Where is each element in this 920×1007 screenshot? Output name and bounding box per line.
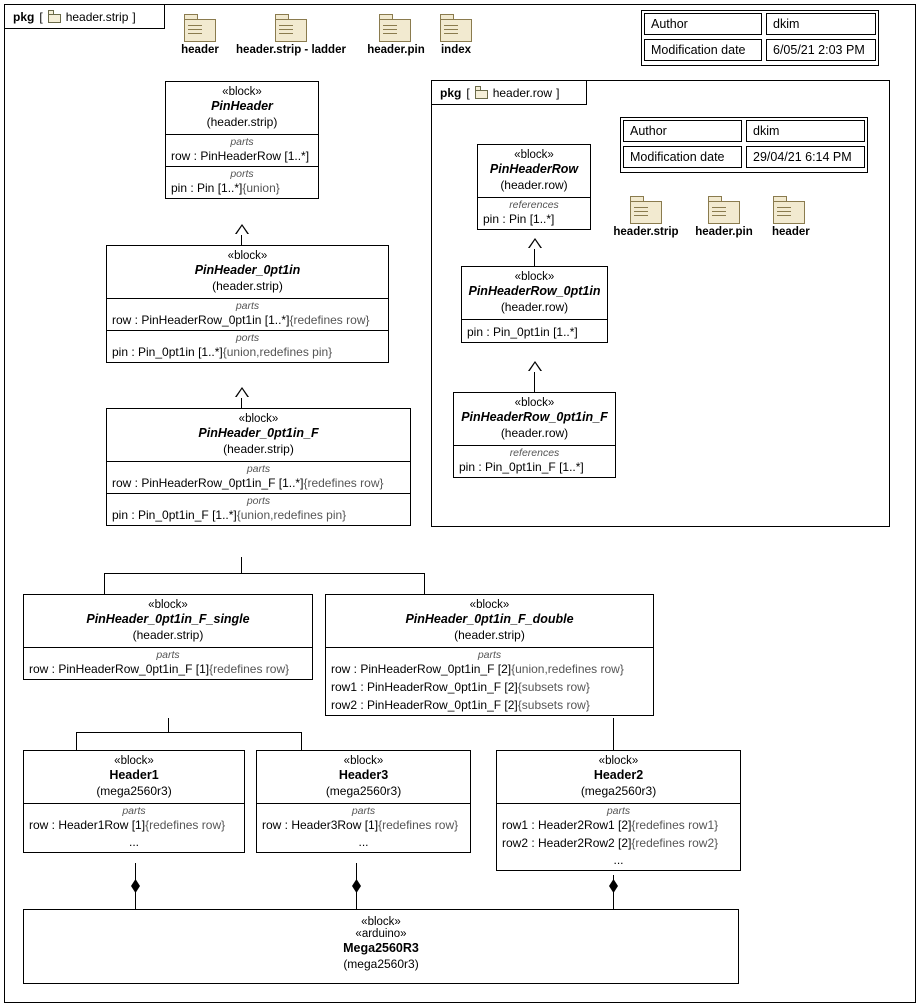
package-shortcut-index[interactable] <box>439 14 473 56</box>
block-stereotype: «block» <box>361 916 401 928</box>
block-stereotype: «block» <box>514 149 554 161</box>
item-constraint: {redefines row1} <box>631 818 719 832</box>
block-pinheader-0pt1in-f[interactable] <box>106 408 411 526</box>
block-stereotype: «block» <box>514 397 555 409</box>
block-pinheaderrow-0pt1in[interactable] <box>461 266 608 343</box>
compartment-item <box>497 835 740 853</box>
block-qualifier: (mega2560r3) <box>325 784 402 798</box>
package-shortcut-header-pin[interactable] <box>367 14 425 56</box>
package-tab-header-row <box>432 81 587 105</box>
block-pinheader-double[interactable] <box>325 594 654 716</box>
item-constraint: {subsets row} <box>517 680 590 694</box>
package-shortcut-label: header <box>772 226 810 238</box>
compartment-parts <box>24 647 312 679</box>
item-constraint: {union} <box>242 181 280 195</box>
block-header <box>478 145 590 197</box>
generalization-line <box>241 557 242 573</box>
generalization-arrow-fill <box>236 226 248 235</box>
info-label-modification-date: Modification date <box>644 39 762 61</box>
block-qualifier: (header.row) <box>500 178 568 192</box>
block-name: PinHeaderRow_0pt1in_F <box>461 410 608 424</box>
compartment-references <box>478 197 590 229</box>
compartment-ellipsis: ... <box>613 853 624 867</box>
compartment-label: references <box>509 447 560 459</box>
compartment-parts <box>257 803 470 852</box>
compartment-item <box>107 507 410 525</box>
block-qualifier: (mega2560r3) <box>343 957 419 971</box>
item-constraint: {redefines row} <box>145 818 226 832</box>
block-header <box>462 267 607 319</box>
block-pinheader-single[interactable] <box>23 594 313 680</box>
generalization-arrow-fill <box>529 240 541 249</box>
item-text: row2 : PinHeaderRow_0pt1in_F [2] <box>331 698 518 712</box>
block-header <box>454 393 615 445</box>
compartment-item <box>107 312 388 330</box>
table-row <box>642 37 878 63</box>
package-icon <box>440 14 472 42</box>
block-mega2560r3[interactable] <box>23 909 739 984</box>
package-keyword: pkg <box>440 85 462 100</box>
package-icon <box>184 14 216 42</box>
item-text: row : Header3Row [1] <box>262 818 379 832</box>
item-text: row : PinHeaderRow_0pt1in_F [1..*] <box>112 476 304 490</box>
compartment-ports <box>107 493 410 525</box>
bracket-close: ] <box>132 9 136 24</box>
compartment-label: parts <box>235 300 260 312</box>
block-qualifier: (header.strip) <box>132 628 204 642</box>
block-name: PinHeader_0pt1in_F <box>198 426 319 440</box>
compartment-parts <box>24 803 244 852</box>
compartment-item <box>24 661 312 679</box>
compartment-item: pin : Pin_0pt1in [1..*] <box>467 325 578 339</box>
block-name: PinHeader_0pt1in_F_single <box>86 612 250 626</box>
package-shortcut-header-strip-ladder[interactable] <box>236 14 346 56</box>
block-qualifier: (header.strip) <box>206 115 278 129</box>
block-stereotype: «block» <box>514 271 555 283</box>
block-qualifier: (mega2560r3) <box>580 784 657 798</box>
info-label-modification-date: Modification date <box>623 146 742 168</box>
block-header <box>166 82 318 134</box>
compartment-item: pin : Pin [1..*] <box>483 212 555 226</box>
block-header <box>24 910 738 976</box>
compartment-label: parts <box>156 649 180 661</box>
item-text: row : Header1Row [1] <box>29 818 146 832</box>
generalization-line <box>613 718 614 750</box>
compartment-label: parts <box>122 805 146 817</box>
block-stereotype: «block» <box>238 413 279 425</box>
compartment-label: parts <box>246 463 271 475</box>
package-shortcut-label: header.strip - ladder <box>236 44 346 56</box>
compartment-references <box>454 445 615 477</box>
generalization-arrow-fill <box>236 389 248 398</box>
generalization-line <box>104 573 424 574</box>
item-text: row : PinHeaderRow [1..*] <box>171 149 310 163</box>
table-row <box>621 118 867 144</box>
compartment-label: parts <box>606 805 631 817</box>
package-icon <box>48 10 62 23</box>
block-stereotype: «block» <box>343 755 384 767</box>
item-text: row : PinHeaderRow_0pt1in [1..*] <box>112 313 290 327</box>
compartment-ellipsis: ... <box>128 835 139 849</box>
block-stereotype: «block» <box>469 599 510 611</box>
item-text: row1 : Header2Row1 [2] <box>502 818 632 832</box>
block-name: Header1 <box>109 768 159 782</box>
block-stereotype: «block» <box>222 86 262 98</box>
block-stereotype: «block» <box>598 755 639 767</box>
package-icon <box>475 86 489 99</box>
compartment-references <box>462 319 607 342</box>
compartment-item <box>326 679 653 697</box>
block-pinheaderrow[interactable] <box>477 144 591 230</box>
block-stereotype: «block» <box>114 755 154 767</box>
block-pinheader-0pt1in[interactable] <box>106 245 389 363</box>
item-constraint: {union,redefines row} <box>511 662 624 676</box>
compartment-ports <box>166 166 318 198</box>
inner-info-table <box>620 117 868 173</box>
block-stereotype: «block» <box>227 250 268 262</box>
block-pinheader[interactable] <box>165 81 319 199</box>
block-name: Mega2560R3 <box>343 941 419 955</box>
generalization-arrow-fill <box>529 363 541 372</box>
item-text: row2 : Header2Row2 [2] <box>502 836 632 850</box>
block-name: PinHeader_0pt1in <box>194 263 301 277</box>
package-shortcut-label: header.pin <box>367 44 425 56</box>
block-header <box>24 595 312 647</box>
block-qualifier: (header.row) <box>500 426 569 440</box>
compartment-parts <box>497 803 740 870</box>
item-constraint: {union,redefines pin} <box>222 345 333 359</box>
table-row <box>642 11 878 37</box>
compartment-item <box>326 661 653 679</box>
item-text: pin : Pin_0pt1in_F [1..*] <box>112 508 237 522</box>
bracket-open: [ <box>466 85 470 100</box>
compartment-item <box>257 817 470 835</box>
compartment-parts <box>107 298 388 330</box>
package-icon <box>630 196 662 224</box>
compartment-item: pin : Pin_0pt1in_F [1..*] <box>459 460 584 474</box>
compartment-parts <box>107 461 410 493</box>
block-qualifier: (header.row) <box>500 300 569 314</box>
package-keyword: pkg <box>13 9 35 24</box>
item-text: row : PinHeaderRow_0pt1in_F [2] <box>331 662 512 676</box>
package-icon <box>708 196 740 224</box>
compartment-item <box>497 817 740 835</box>
block-pinheaderrow-0pt1in-f[interactable] <box>453 392 616 478</box>
generalization-line <box>104 573 105 594</box>
generalization-line <box>534 248 535 267</box>
generalization-line <box>76 732 77 750</box>
compartment-label: parts <box>351 805 376 817</box>
block-name: Header2 <box>593 768 644 782</box>
compartment-item <box>326 697 653 715</box>
block-header <box>497 751 740 803</box>
block-header1[interactable] <box>23 750 245 853</box>
compartment-label: parts <box>230 136 254 148</box>
compartment-parts <box>166 134 318 166</box>
block-name: PinHeader <box>211 99 273 113</box>
package-tab-header-strip <box>5 5 165 29</box>
item-constraint: {redefines row} <box>289 313 370 327</box>
compartment-label: parts <box>477 649 502 661</box>
package-icon <box>379 14 411 42</box>
bracket-open: [ <box>39 9 43 24</box>
compartment-item <box>166 180 318 198</box>
info-value-author: dkim <box>746 120 865 142</box>
item-constraint: {subsets row} <box>517 698 590 712</box>
block-qualifier: (header.strip) <box>454 628 525 642</box>
compartment-item <box>166 148 318 166</box>
block-header <box>107 409 410 461</box>
item-constraint: {union,redefines pin} <box>236 508 347 522</box>
generalization-line <box>534 371 535 392</box>
compartment-item <box>24 817 244 835</box>
package-shortcut-header-strip-inner[interactable] <box>613 196 679 238</box>
info-value-author: dkim <box>766 13 876 35</box>
compartment-parts <box>326 647 653 715</box>
info-value-modification-date: 6/05/21 2:03 PM <box>766 39 876 61</box>
package-shortcut-header-pin-inner[interactable] <box>695 196 753 238</box>
package-shortcut-header-inner[interactable] <box>772 196 810 238</box>
item-text: pin : Pin [1..*] <box>171 181 243 195</box>
block-header <box>107 246 388 298</box>
compartment-item <box>107 475 410 493</box>
item-constraint: {redefines row} <box>209 662 290 676</box>
block-stereotype-arduino: «arduino» <box>355 928 407 940</box>
compartment-label: ports <box>230 168 254 180</box>
compartment-item <box>107 344 388 362</box>
item-text: pin : Pin_0pt1in [1..*] <box>112 345 223 359</box>
block-qualifier: (mega2560r3) <box>96 784 172 798</box>
info-value-modification-date: 29/04/21 6:14 PM <box>746 146 865 168</box>
block-name: PinHeaderRow <box>489 162 579 176</box>
bracket-close: ] <box>556 85 560 100</box>
outer-info-table <box>641 10 879 66</box>
block-header3[interactable] <box>256 750 471 853</box>
block-header <box>24 751 244 803</box>
block-header <box>257 751 470 803</box>
item-constraint: {redefines row2} <box>631 836 719 850</box>
item-constraint: {redefines row} <box>303 476 384 490</box>
generalization-line <box>168 718 169 732</box>
package-shortcut-label: header <box>181 44 219 56</box>
generalization-line <box>424 573 425 594</box>
block-qualifier: (header.strip) <box>212 279 283 293</box>
block-name: PinHeaderRow_0pt1in <box>468 284 601 298</box>
block-header2[interactable] <box>496 750 741 871</box>
table-row <box>621 144 867 170</box>
item-text: row : PinHeaderRow_0pt1in_F [1] <box>29 662 210 676</box>
package-name: header.strip <box>65 9 129 24</box>
block-qualifier: (header.strip) <box>223 442 294 456</box>
compartment-ports <box>107 330 388 362</box>
info-label-author: Author <box>623 120 742 142</box>
info-label-author: Author <box>644 13 762 35</box>
package-shortcut-label: header.pin <box>695 226 753 238</box>
item-constraint: {redefines row} <box>378 818 459 832</box>
block-name: Header3 <box>338 768 389 782</box>
item-text: row1 : PinHeaderRow_0pt1in_F [2] <box>331 680 518 694</box>
compartment-label: references <box>509 199 559 211</box>
generalization-line <box>76 732 301 733</box>
compartment-label: ports <box>246 495 271 507</box>
compartment-label: ports <box>235 332 260 344</box>
package-icon <box>275 14 307 42</box>
generalization-line <box>301 732 302 750</box>
package-name: header.row <box>492 85 553 100</box>
block-name: PinHeader_0pt1in_F_double <box>405 612 574 626</box>
compartment-ellipsis: ... <box>358 835 369 849</box>
package-shortcut-label: index <box>440 44 472 56</box>
package-shortcut-label: header.strip <box>613 226 679 238</box>
package-icon <box>773 196 805 224</box>
block-stereotype: «block» <box>148 599 188 611</box>
block-header <box>326 595 653 647</box>
